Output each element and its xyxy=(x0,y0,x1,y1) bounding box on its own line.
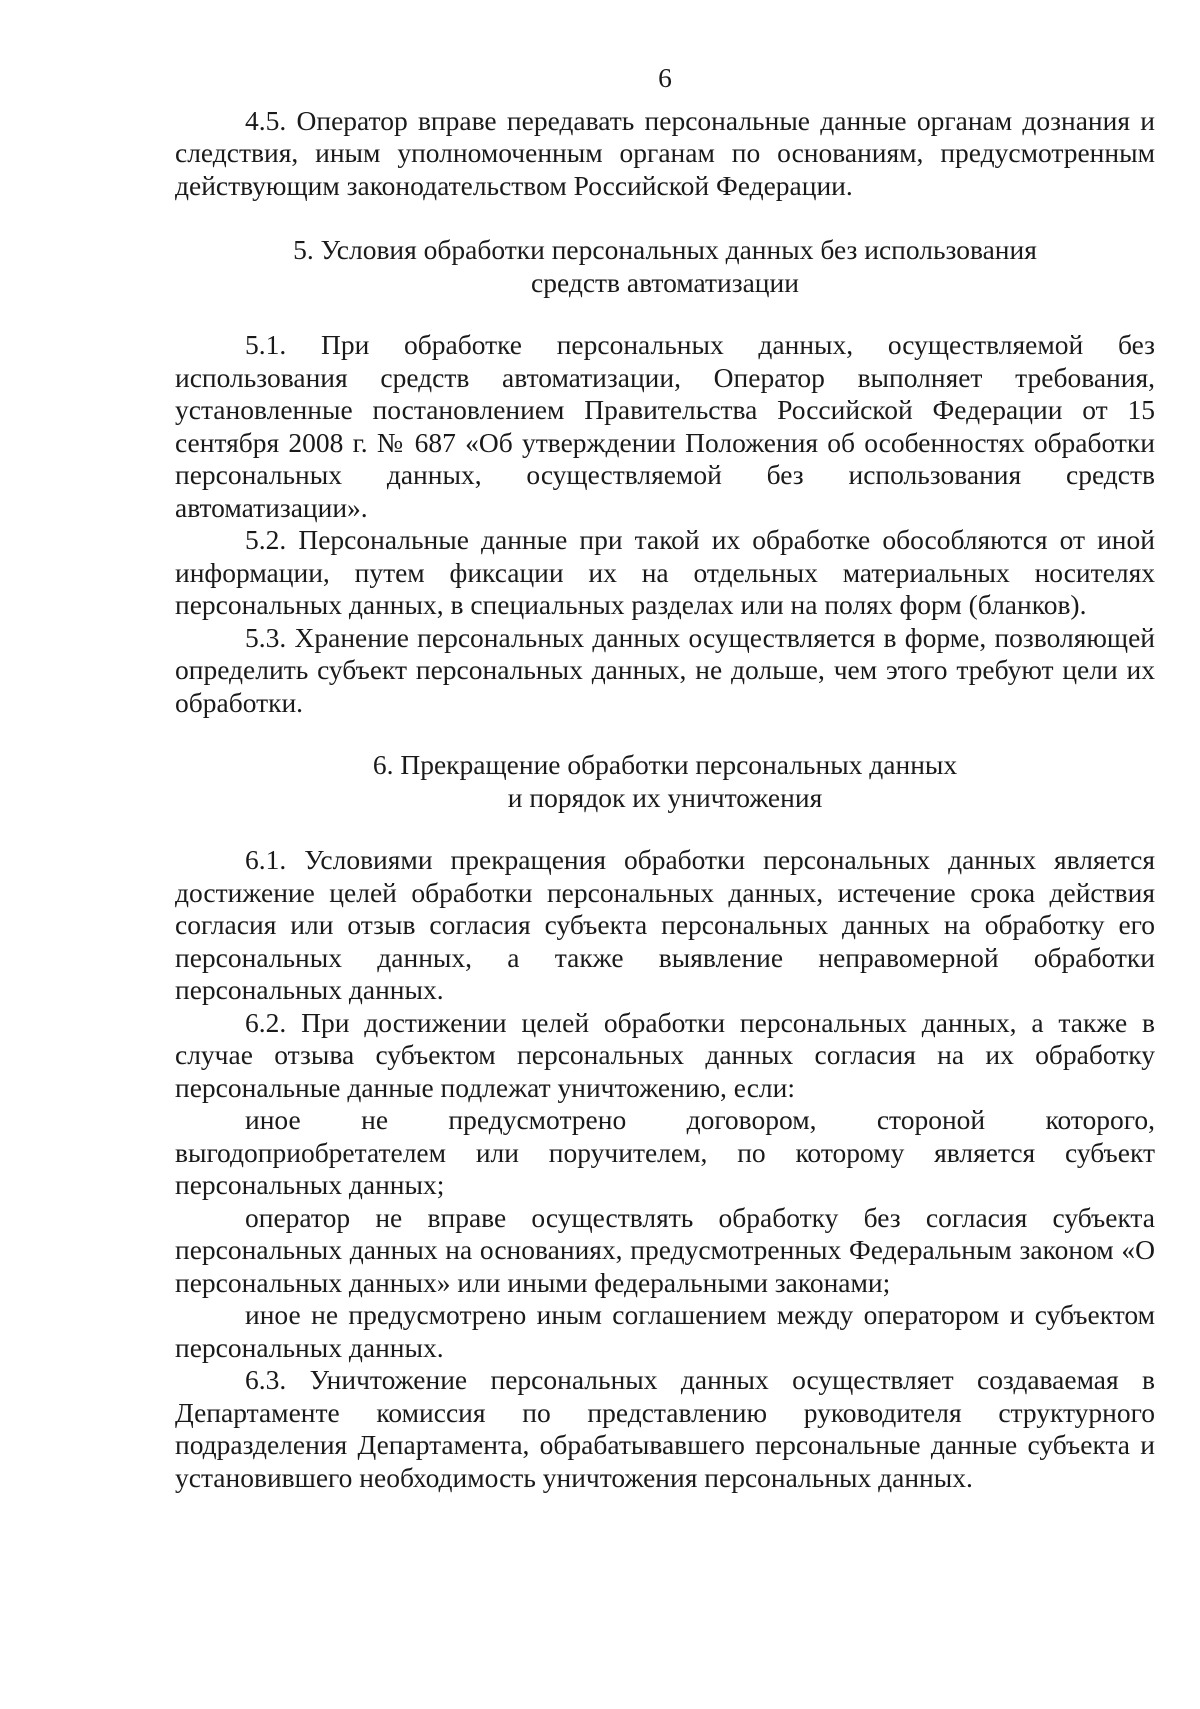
paragraph-5-3: 5.3. Хранение персональных данных осуществляется в форме, позволяющей определить субъект персональных данных, не дольше, чем этого требуют цели их обработки. xyxy=(175,621,1155,718)
page-number: 6 xyxy=(658,62,672,93)
paragraph-4-5: 4.5. Оператор вправе передавать персональные данные органам дознания и следствия, иным уполномоченным органам по основаниям, предусмотренным действующим законодательством Российской Федерации. xyxy=(175,104,1155,201)
paragraph-6-2-item-b: оператор не вправе осуществлять обработку без согласия субъекта персональных данных на основаниях, предусмотренных Федеральным законом «О персональных данных» или иными федеральными законами; xyxy=(175,1201,1155,1298)
paragraph-6-3: 6.3. Уничтожение персональных данных осуществляет создаваемая в Департаменте комиссия по представлению руководителя структурного подразделения Департамента, обрабатывавшего персональные данные субъекта и установившего необходимость уничтожения персональных данных. xyxy=(175,1364,1155,1493)
paragraph-6-1: 6.1. Условиями прекращения обработки персональных данных является достижение целей обработки персональных данных, истечение срока действия согласия или отзыв согласия субъекта персональных данных на обработку его персональных данных, а также выявление неправомерной обработки персональных данных. xyxy=(175,844,1155,1005)
paragraph-6-2-item-a: иное не предусмотрено договором, стороной которого, выгодоприобретателем или поручителем, по которому является субъект персональных данных; xyxy=(175,1104,1155,1200)
section-5-heading xyxy=(175,234,1155,299)
section-5-title-line-1: 5. Условия обработки персональных данных без использования xyxy=(293,234,1037,265)
section-6-title-line-1: 6. Прекращение обработки персональных данных xyxy=(372,749,958,780)
paragraph-6-2-item-c: иное не предусмотрено иным соглашением между оператором и субъектом персональных данных. xyxy=(175,1299,1155,1363)
paragraph-5-2: 5.2. Персональные данные при такой их обработке обособляются от иной информации, путем фиксации их на отдельных материальных носителях персональных данных, в специальных разделах или на полях форм (бланков). xyxy=(175,524,1155,620)
section-6-heading xyxy=(175,749,1155,814)
paragraph-6-2: 6.2. При достижении целей обработки персональных данных, а также в случае отзыва субъектом персональных данных согласия на их обработку персональные данные подлежат уничтожению, если: xyxy=(175,1006,1155,1103)
section-5-title-line-2: средств автоматизации xyxy=(531,266,799,298)
paragraph-5-1: 5.1. При обработке персональных данных, осуществляемой без использования средств автоматизации, Оператор выполняет требования, установленные постановлением Правительства Российской Федерации от 15 сентября 2008 г. № 687 «Об утверждении Положения об особенностях обработки персональных данных, осуществляемой без использования средств автоматизации». xyxy=(175,329,1155,523)
section-6-title-line-2: и порядок их уничтожения xyxy=(507,781,823,813)
document-page xyxy=(175,62,1155,1494)
